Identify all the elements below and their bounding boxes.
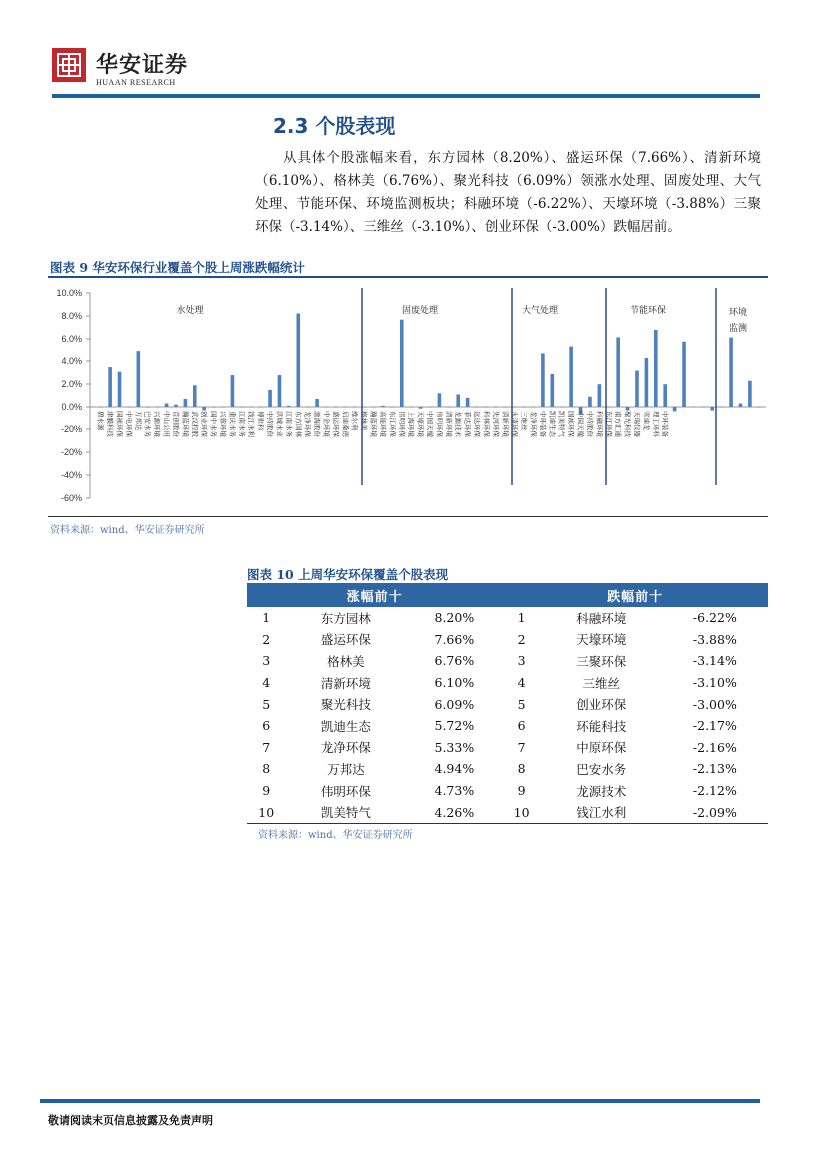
group-label: 环境 [728, 308, 748, 318]
gain-pct: 5.72% [434, 718, 475, 734]
category-label: 兴源环境 [153, 411, 162, 437]
category-label: 国中水务 [209, 411, 218, 437]
table-row [247, 801, 768, 823]
bar [701, 407, 705, 408]
bar [456, 394, 460, 407]
category-label: 武汉控股 [190, 411, 199, 437]
gain-rank: 7 [262, 739, 271, 755]
loss-rank: 10 [502, 801, 540, 823]
bar [137, 351, 141, 407]
category-label: 国祯环保 [567, 411, 576, 437]
gain-name: 清新环境 [320, 675, 371, 691]
category-label: 凯美特气 [557, 411, 566, 437]
gain-rank: 8 [262, 761, 271, 777]
figure9-bottom-rule [48, 516, 768, 517]
bar [569, 347, 573, 407]
bar [249, 407, 253, 408]
bar [438, 393, 442, 407]
bar [532, 407, 536, 408]
category-label: 中国天楹 [426, 411, 434, 437]
bar [278, 375, 282, 407]
bar [372, 407, 376, 408]
loss-name: 三聚环保 [576, 653, 627, 669]
loss-rank: 3 [517, 653, 526, 669]
table-row [247, 693, 768, 715]
category-label: 津膜科技 [106, 411, 115, 437]
bar [344, 407, 348, 408]
loss-name: 天壕环境 [576, 632, 627, 648]
category-label: 远达环保 [473, 411, 482, 437]
loss-rank: 9 [517, 783, 526, 799]
table-row [247, 758, 768, 780]
group-label: 大气处理 [521, 306, 559, 316]
gain-rank: 9 [262, 783, 271, 799]
table-row [247, 780, 768, 802]
category-label: 中金环境 [322, 411, 331, 437]
loss-name: 三维丝 [582, 675, 621, 691]
performance-table [247, 583, 768, 824]
bar [287, 406, 291, 407]
loss-name: 科融环境 [576, 610, 627, 626]
bar [645, 358, 649, 407]
category-label: 维尔利 [350, 411, 359, 431]
gain-rank: 1 [262, 610, 271, 626]
bar [607, 407, 611, 408]
gain-rank: 5 [262, 696, 271, 712]
gain-rank: 6 [262, 718, 271, 734]
bar [682, 342, 686, 407]
y-tick-label: -40% [60, 470, 82, 480]
bar [729, 338, 733, 407]
figure9-title: 图表 9 华安环保行业覆盖个股上周涨跌幅统计 [50, 260, 305, 275]
loss-pct: -2.17% [692, 718, 737, 734]
category-label: 中电环保 [124, 411, 133, 437]
bar [654, 330, 658, 407]
bar [391, 407, 395, 408]
gain-name: 凯美特气 [285, 801, 406, 823]
table-row [247, 715, 768, 737]
loss-pct: -2.09% [662, 801, 768, 823]
category-label: 重庆水务 [228, 411, 237, 437]
loss-header: 跌幅前十 [502, 583, 768, 607]
category-label: 理工环科 [651, 411, 660, 437]
category-label: 中持股份 [585, 411, 594, 437]
category-label: 瀚蓝环境 [369, 411, 378, 437]
bar [626, 407, 630, 411]
bar [541, 353, 545, 407]
y-tick-label: 8.0% [61, 311, 82, 321]
y-tick-label: 4.0% [61, 356, 82, 366]
bar [475, 407, 479, 408]
bar [757, 407, 761, 408]
category-label: 江南水务 [237, 411, 246, 437]
bar [409, 407, 413, 408]
loss-pct: -6.22% [692, 610, 737, 626]
bar [118, 372, 122, 407]
category-label: 碧水源 [96, 411, 105, 431]
category-label: 科融环境 [595, 411, 604, 437]
category-label: 中山公用 [162, 411, 171, 437]
section-paragraph: 从具体个股涨幅来看，东方园林（8.20%）、盛运环保（7.66%）、清新环境（6.10%）、格林美（6.76%）、聚光科技（6.09%）领涨水处理、固废处理、大气处理、节能环保、环境监测板块；科融环境（-6.22%）、天壕环境（-3.88%）三聚环保（-3.14%）、三维丝（-3.10%）、创业环保（-3.00%）跌幅居前。 [255, 150, 761, 235]
bar [485, 407, 489, 408]
gain-name: 万邦达 [327, 761, 365, 777]
category-label: 聚光科技 [623, 411, 632, 437]
category-label: 天壕环境 [416, 411, 425, 437]
category-label: 南方汇通 [614, 411, 623, 437]
category-label: 龙净环保 [529, 411, 538, 437]
category-label: 万邦达 [134, 411, 143, 431]
loss-rank: 8 [517, 761, 526, 777]
loss-name: 创业环保 [576, 697, 627, 713]
footer-disclaimer: 敬请阅读末页信息披露及免责声明 [48, 1114, 213, 1127]
table-row [247, 672, 768, 694]
category-label: 创业环保 [200, 411, 209, 437]
category-label: 启迪桑德 [341, 411, 350, 437]
bar [494, 407, 498, 408]
y-tick-label: 2.0% [61, 379, 82, 389]
gain-name: 东方园林 [320, 610, 371, 626]
figure10-source: 资料来源：wind、华安证券研究所 [258, 830, 413, 841]
category-label: 先河环保 [491, 411, 500, 437]
bar [447, 407, 451, 408]
loss-name: 环能科技 [576, 718, 627, 734]
category-label: 博世科 [256, 411, 265, 431]
loss-pct: -3.88% [692, 631, 737, 647]
category-label: 钱江水利 [247, 411, 256, 437]
bar [588, 397, 592, 407]
bar [165, 404, 169, 407]
bar [466, 398, 470, 407]
bar [231, 375, 235, 407]
loss-pct: -3.00% [692, 696, 737, 712]
category-label: 中环装备 [538, 411, 547, 437]
gain-pct: 4.94% [434, 761, 475, 777]
figure9-source: 资料来源：wind、华安证券研究所 [50, 525, 205, 536]
y-tick-label: -20% [60, 447, 82, 457]
bar [710, 407, 714, 411]
bar [202, 407, 206, 410]
bar [155, 407, 159, 408]
loss-pct: -2.13% [692, 761, 737, 777]
gain-name: 盛运环保 [320, 632, 371, 648]
brand-name: 华安证券 [96, 52, 189, 78]
category-label: 盛运环保 [331, 411, 340, 437]
category-label: 瀚蓝环境 [181, 411, 190, 437]
loss-rank: 4 [517, 675, 526, 691]
gain-name: 格林美 [327, 653, 365, 669]
bar [146, 407, 150, 408]
gain-name: 凯迪生态 [320, 718, 371, 734]
y-tick-label: -20% [60, 424, 82, 434]
footer-divider [40, 1099, 760, 1103]
gain-name: 龙净环保 [320, 740, 371, 756]
loss-rank: 2 [517, 631, 526, 647]
category-label: 中国天楹 [576, 411, 585, 437]
bar [522, 407, 526, 408]
bar [268, 390, 272, 407]
category-label: 龙净环保 [303, 411, 312, 437]
bar [127, 407, 131, 408]
table-row [247, 607, 768, 629]
gain-rank: 4 [262, 675, 271, 691]
gain-pct: 4.26% [406, 801, 502, 823]
table-row [247, 650, 768, 672]
bar [673, 407, 677, 411]
gain-pct: 6.09% [434, 696, 475, 712]
table-row [247, 629, 768, 651]
loss-rank: 5 [517, 696, 526, 712]
bar [108, 367, 112, 407]
bar [400, 320, 404, 407]
gain-pct: 8.20% [434, 610, 475, 626]
bar [362, 407, 366, 408]
loss-name: 巴安水务 [576, 761, 627, 777]
category-label: 雪迪龙 [642, 411, 651, 431]
bar [184, 399, 188, 407]
y-tick-label: 10.0% [56, 288, 82, 298]
bar [381, 406, 385, 407]
bar [598, 384, 602, 407]
bar [353, 407, 357, 408]
category-label: 巴安水务 [143, 411, 152, 437]
category-label: 东江环保 [604, 411, 613, 437]
bar [174, 405, 178, 407]
bar [221, 407, 225, 408]
category-label: 三维丝 [520, 411, 529, 431]
loss-pct: -2.12% [692, 783, 737, 799]
gain-pct: 6.76% [434, 653, 475, 669]
loss-rank: 6 [517, 718, 526, 734]
bar [212, 407, 216, 408]
bar [193, 385, 197, 407]
gain-pct: 6.10% [434, 675, 475, 691]
bar [503, 407, 507, 408]
group-label: 监测 [728, 324, 748, 334]
bar [739, 404, 743, 407]
category-label: 上海环境 [407, 411, 416, 437]
bar [663, 384, 667, 407]
bar [551, 374, 555, 407]
category-label: 凯迪生态 [548, 411, 557, 437]
category-label: 东江环保 [388, 411, 397, 437]
category-label: 中环装备 [661, 411, 670, 437]
bar [306, 407, 310, 408]
bar [720, 407, 724, 408]
loss-name: 钱江水利 [541, 801, 662, 823]
loss-pct: -2.16% [692, 739, 737, 755]
category-label: 永清环保 [510, 411, 519, 437]
category-label: 龙源技术 [454, 411, 463, 437]
bar [296, 314, 300, 407]
bar [692, 407, 696, 408]
y-tick-label: 0.0% [61, 402, 82, 412]
gain-rank: 3 [262, 653, 271, 669]
gain-name: 伟明环保 [320, 783, 371, 799]
category-label: 国祯环保 [115, 411, 124, 437]
bar [560, 407, 564, 408]
loss-pct: -3.14% [692, 653, 737, 669]
gain-pct: 5.33% [434, 739, 475, 755]
category-label: 中持股份 [266, 411, 275, 437]
category-label: 渤海股份 [313, 411, 322, 437]
category-label: 高能环境 [378, 411, 387, 437]
y-tick-label: -60% [60, 493, 82, 503]
group-label: 水处理 [176, 306, 204, 316]
bar [635, 371, 639, 407]
category-label: 菲达环保 [463, 411, 472, 437]
bar [325, 407, 329, 408]
gain-header: 涨幅前十 [247, 583, 502, 607]
bar [419, 407, 423, 409]
bar [259, 407, 263, 408]
category-label: 江南水务 [284, 411, 293, 437]
loss-name: 龙源技术 [576, 783, 627, 799]
category-label: 清新环境 [501, 411, 510, 437]
loss-pct: -3.10% [692, 675, 737, 691]
category-label: 伟明环保 [397, 411, 406, 437]
category-label: 洪城水业 [275, 411, 284, 437]
category-label: 格林美 [360, 411, 369, 431]
gain-pct: 7.66% [434, 631, 475, 647]
y-tick-label: 6.0% [61, 334, 82, 344]
bar [315, 399, 319, 407]
bar [616, 337, 620, 407]
category-label: 天瑞仪器 [632, 411, 641, 437]
group-label: 固废处理 [401, 306, 439, 316]
brand-name-en: HUAAN RESEARCH [96, 78, 176, 87]
group-label: 节能环保 [629, 306, 667, 316]
bar [99, 407, 103, 408]
bar [334, 407, 338, 408]
figure9-chart [0, 0, 827, 520]
bar [748, 381, 752, 407]
bar [428, 407, 432, 408]
category-label: 东方园林 [294, 411, 303, 437]
gain-rank: 10 [247, 801, 285, 823]
category-label: 清新环境 [444, 411, 453, 437]
loss-rank: 7 [517, 739, 526, 755]
section-title: 2.3 个股表现 [273, 114, 396, 138]
table-row [247, 737, 768, 759]
category-label: 首创股份 [171, 411, 180, 437]
bar [240, 407, 244, 408]
figure10-title: 图表 10 上周华安环保覆盖个股表现 [247, 567, 449, 582]
gain-name: 聚光科技 [320, 697, 371, 713]
gain-rank: 2 [262, 631, 271, 647]
loss-rank: 1 [517, 610, 526, 626]
category-label: 伟明环保 [435, 411, 444, 437]
category-label: 兴蓉环境 [219, 411, 228, 437]
gain-pct: 4.73% [434, 783, 475, 799]
loss-name: 中原环保 [576, 740, 627, 756]
bar [513, 407, 517, 408]
category-label: 科林环保 [482, 411, 491, 437]
